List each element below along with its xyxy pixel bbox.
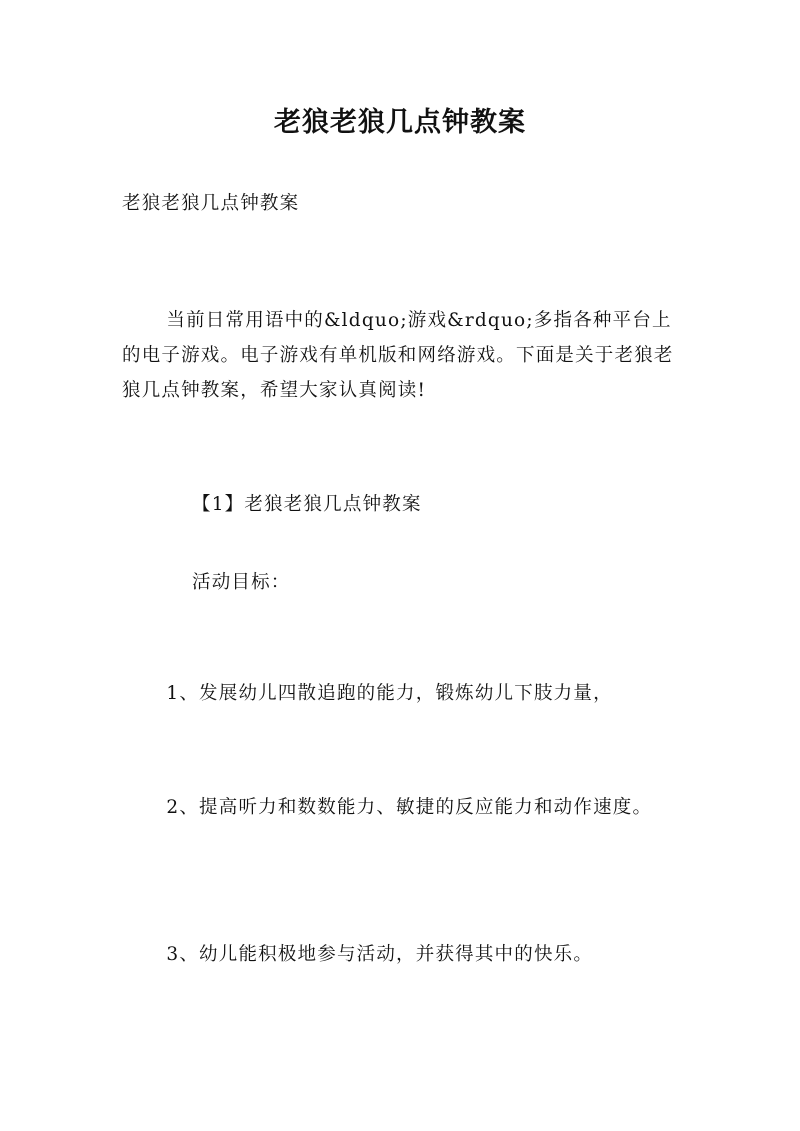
section-heading: 【1】老狼老狼几点钟教案 [192,494,422,515]
intro-paragraph: 当前日常用语中的&ldquo;游戏&rdquo;多指各种平台上的电子游戏。电子游戏有单机版和网络游戏。下面是关于老狼老狼几点钟教案，希望大家认真阅读! [122,310,674,401]
objective-item-3: 3、幼儿能积极地参与活动，并获得其中的快乐。 [166,944,594,965]
objective-item-1: 1、发展幼儿四散追跑的能力，锻炼幼儿下肢力量， [166,683,613,704]
document-title: 老狼老狼几点钟教案 [274,107,526,138]
objectives-label: 活动目标： [192,572,291,593]
document-subtitle: 老狼老狼几点钟教案 [122,193,300,214]
objective-item-2: 2、提高听力和数数能力、敏捷的反应能力和动作速度。 [166,797,653,818]
